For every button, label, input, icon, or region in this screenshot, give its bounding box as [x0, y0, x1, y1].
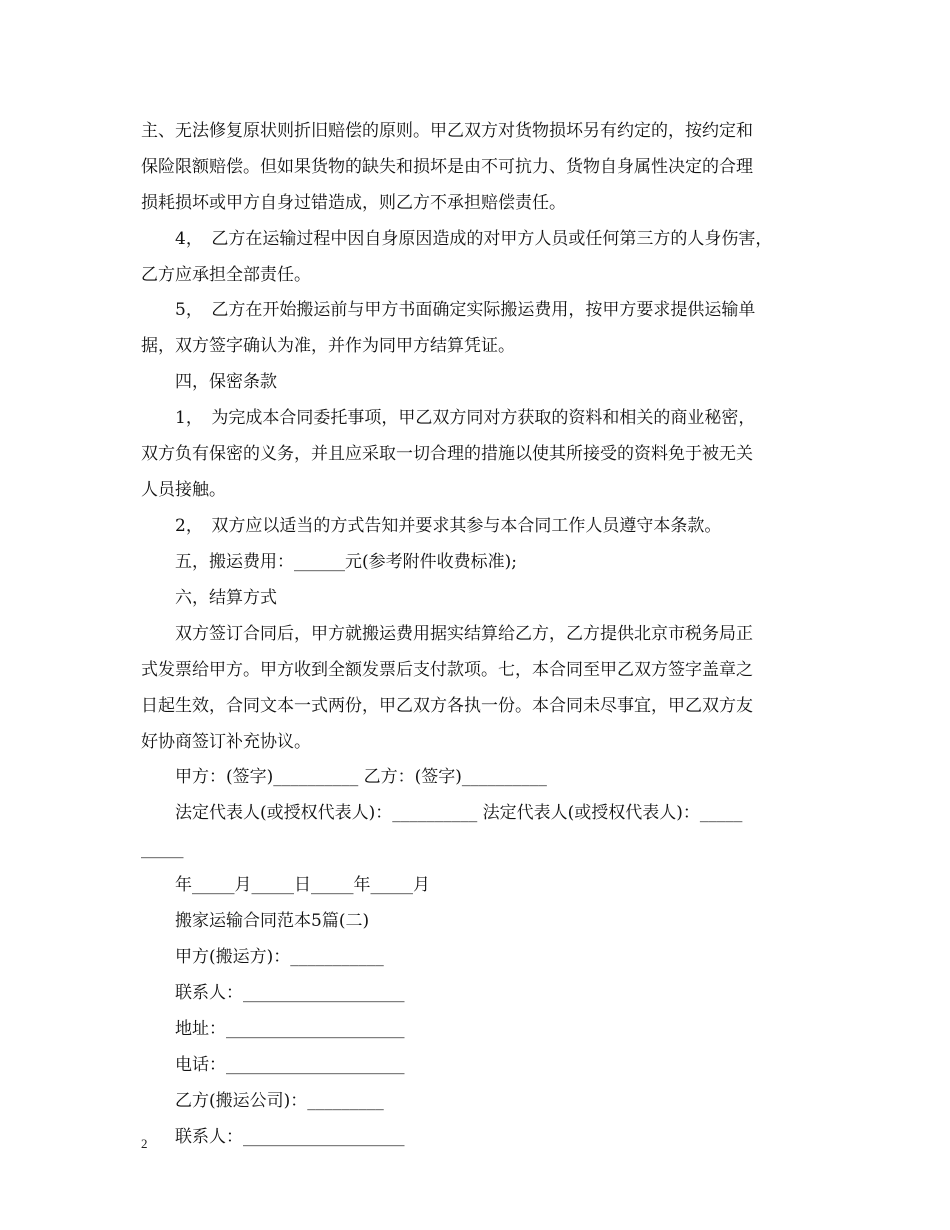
party-b-field: 乙方(搬运公司)：_________: [175, 1091, 384, 1111]
paragraph-line: 乙方应承担全部责任。: [141, 265, 311, 285]
section-heading: 六，结算方式: [175, 588, 277, 608]
section-title: 搬家运输合同范本5篇(二): [175, 911, 370, 931]
phone-field: 电话：_____________________: [175, 1055, 405, 1075]
paragraph-line: 人员接触。: [141, 480, 226, 500]
contact-field: 联系人：___________________: [175, 1127, 405, 1147]
date-line: 年_____月_____日_____年_____月: [175, 875, 430, 895]
section-heading: 四，保密条款: [175, 372, 277, 392]
page-number: 2: [141, 1136, 148, 1151]
paragraph-line: 损耗损坏或甲方自身过错造成，则乙方不承担赔偿责任。: [141, 193, 566, 213]
signature-line: 甲方：(签字)__________ 乙方：(签字)__________: [175, 767, 547, 787]
paragraph-line: 主、无法修复原状则折旧赔偿的原则。甲乙双方对货物损坏另有约定的，按约定和: [141, 121, 753, 141]
paragraph-line: 好协商签订补充协议。: [141, 732, 311, 752]
address-field: 地址：_____________________: [175, 1019, 405, 1039]
paragraph-line: 式发票给甲方。甲方收到全额发票后支付款项。七，本合同至甲乙双方签字盖章之: [141, 660, 753, 680]
paragraph-line: 5， 乙方在开始搬运前与甲方书面确定实际搬运费用，按甲方要求提供运输单: [175, 300, 756, 320]
paragraph-line: 日起生效，合同文本一式两份，甲乙双方各执一份。本合同未尽事宜，甲乙双方友: [141, 696, 753, 716]
paragraph-line: 双方负有保密的义务，并且应采取一切合理的措施以使其所接受的资料免于被无关: [141, 444, 753, 464]
contact-field: 联系人：___________________: [175, 983, 405, 1003]
paragraph-line: 保险限额赔偿。但如果货物的缺失和损坏是由不可抗力、货物自身属性决定的合理: [141, 157, 753, 177]
paragraph-line: 2， 双方应以适当的方式告知并要求其参与本合同工作人员遵守本条款。: [175, 516, 722, 536]
paragraph-line: 双方签订合同后，甲方就搬运费用据实结算给乙方，乙方提供北京市税务局正: [175, 624, 753, 644]
paragraph-line: 据，双方签字确认为准，并作为同甲方结算凭证。: [141, 336, 515, 356]
representative-line-continued: _____: [141, 839, 184, 859]
paragraph-line: 1， 为完成本合同委托事项，甲乙双方同对方获取的资料和相关的商业秘密，: [175, 408, 756, 428]
paragraph-line: 4， 乙方在运输过程中因自身原因造成的对甲方人员或任何第三方的人身伤害，: [175, 229, 773, 249]
section-heading: 五，搬运费用：______元(参考附件收费标准);: [175, 552, 517, 572]
representative-line: 法定代表人(或授权代表人)：__________ 法定代表人(或授权代表人)：_____: [175, 803, 743, 823]
party-a-field: 甲方(搬运方)：___________: [175, 947, 384, 967]
